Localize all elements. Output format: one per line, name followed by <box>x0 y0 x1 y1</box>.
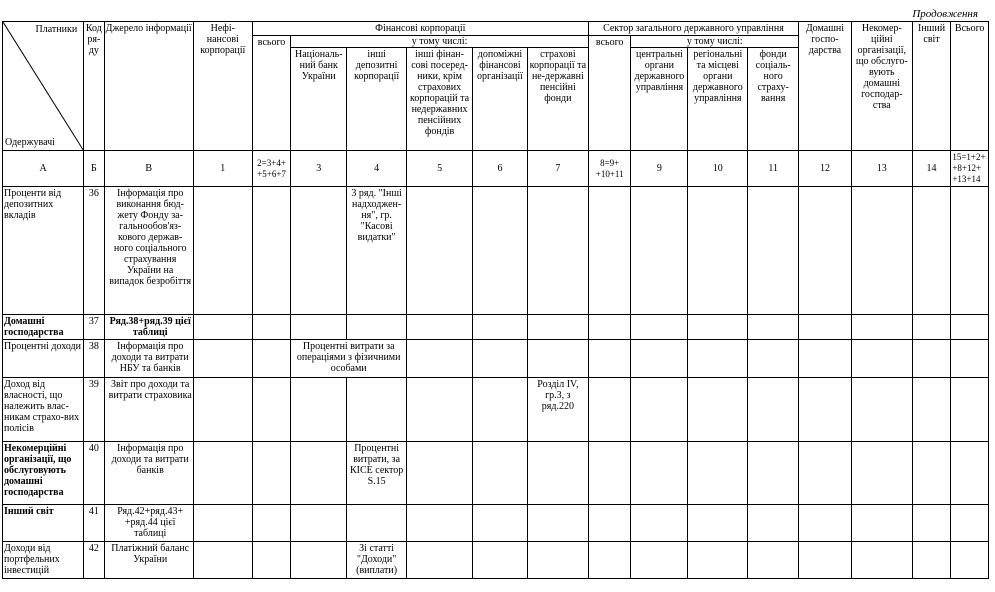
cell-insurance: Розділ IV, гр.3, з ряд.220 <box>527 378 588 442</box>
table-row <box>3 378 989 442</box>
corner-header <box>3 22 84 151</box>
colnum: Б <box>84 151 104 187</box>
row-label: Процентні доходи <box>3 340 84 378</box>
header-fin-insurance: страхові корпорації та не-державні пенсійні фонди <box>527 48 588 151</box>
cell-nbu-deposit: Процентні витрати за операціями з фізичними особами <box>291 340 407 378</box>
row-code: 41 <box>84 505 104 542</box>
row-label: Домашні господарства <box>3 315 84 340</box>
row-code: 38 <box>84 340 104 378</box>
header-gov-central: центральні органи державного управління <box>631 48 688 151</box>
header-gov-group: Сектор загального державного управління <box>588 22 798 36</box>
header-total: Всього <box>951 22 989 151</box>
header-gov-total: всього <box>588 36 631 151</box>
colnum: 1 <box>193 151 252 187</box>
cell-deposit: Зі статті "Доходи" (виплати) <box>347 542 407 579</box>
header-nonfin: Нефі-нансові корпорації <box>193 22 252 151</box>
continuation-note: Продовження <box>912 8 978 20</box>
colnum: 10 <box>688 151 748 187</box>
table-row <box>3 542 989 579</box>
row-code: 36 <box>84 187 104 315</box>
header-fin-total: всього <box>252 36 291 151</box>
table-row <box>3 315 989 340</box>
colnum: 14 <box>912 151 951 187</box>
row-code: 42 <box>84 542 104 579</box>
flows-table <box>2 21 989 579</box>
payers-label: Платники <box>35 24 78 35</box>
colnum: 7 <box>527 151 588 187</box>
colnum: 12 <box>799 151 852 187</box>
header-gov-social: фонди соціаль-ного страху-вання <box>748 48 799 151</box>
table-row <box>3 187 989 315</box>
colnum: 8=9+ +10+11 <box>588 151 631 187</box>
row-label: Проценти від депозитних вкладів <box>3 187 84 315</box>
cell-deposit: Процентні витрати, за КІСЕ сектор S.15 <box>347 442 407 505</box>
column-numbers-row <box>3 151 989 187</box>
row-source: Ряд.42+ряд.43+ +ряд.44 цієї таблиці <box>104 505 193 542</box>
header-fin-aux: допоміжні фінансові організації <box>473 48 528 151</box>
colnum: В <box>104 151 193 187</box>
colnum: 3 <box>291 151 347 187</box>
row-label: Доходи від портфельних інвестицій <box>3 542 84 579</box>
table-row <box>3 505 989 542</box>
header-row: Інший світ <box>912 22 951 151</box>
header-fin-nbu: Національ-ний банк України <box>291 48 347 151</box>
header-npish: Некомер-ційні організації, що обслуго-вують домашні господар-ства <box>851 22 912 151</box>
header-code: Код ря-ду <box>84 22 104 151</box>
diagonal-line <box>3 22 83 150</box>
header-fin-group: Фінансові корпорації <box>252 22 588 36</box>
table-row <box>3 442 989 505</box>
row-label: Доход від власності, що належить влас-никам страхо-вих полісів <box>3 378 84 442</box>
row-source: Інформація про доходи та витрати НБУ та банків <box>104 340 193 378</box>
row-label: Інший світ <box>3 505 84 542</box>
row-code: 39 <box>84 378 104 442</box>
header-fin-sub: у тому числі: <box>291 36 589 48</box>
colnum: 11 <box>748 151 799 187</box>
header-fin-other: інші фінан-сові посеред-ники, крім страхових корпорацій та недержавних пенсійних фондів <box>407 48 473 151</box>
row-code: 37 <box>84 315 104 340</box>
header-households: Домашні госпо-дарства <box>799 22 852 151</box>
receivers-label: Одержувачі <box>5 137 55 148</box>
header-gov-sub: у тому числі: <box>631 36 799 48</box>
row-source: Платіжний баланс України <box>104 542 193 579</box>
colnum: 2=3+4+ +5+6+7 <box>252 151 291 187</box>
row-code: 40 <box>84 442 104 505</box>
colnum: 6 <box>473 151 528 187</box>
header-source: Джерело інформації <box>104 22 193 151</box>
header-fin-deposit: інші депозитні корпорації <box>347 48 407 151</box>
header-gov-regional: регіональні та місцеві органи державного управління <box>688 48 748 151</box>
colnum: А <box>3 151 84 187</box>
colnum: 5 <box>407 151 473 187</box>
row-source: Ряд.38+ряд.39 цієї таблиці <box>104 315 193 340</box>
row-source: Інформація про виконання бюд-жету Фонду за-гальнообов'яз-кового держав-ного соціального страхування України на випадок безробіття <box>104 187 193 315</box>
table-row <box>3 340 989 378</box>
colnum: 13 <box>851 151 912 187</box>
cell-deposit: 3 ряд. "Інші надходжен-ня", гр. "Касові видатки" <box>347 187 407 315</box>
colnum: 9 <box>631 151 688 187</box>
colnum: 15=1+2+ +8+12+ +13+14 <box>951 151 989 187</box>
row-label: Некомерційні організації, що обслуговують домашні господарства <box>3 442 84 505</box>
row-source: Інформація про доходи та витрати банків <box>104 442 193 505</box>
row-source: Звіт про доходи та витрати страховика <box>104 378 193 442</box>
colnum: 4 <box>347 151 407 187</box>
